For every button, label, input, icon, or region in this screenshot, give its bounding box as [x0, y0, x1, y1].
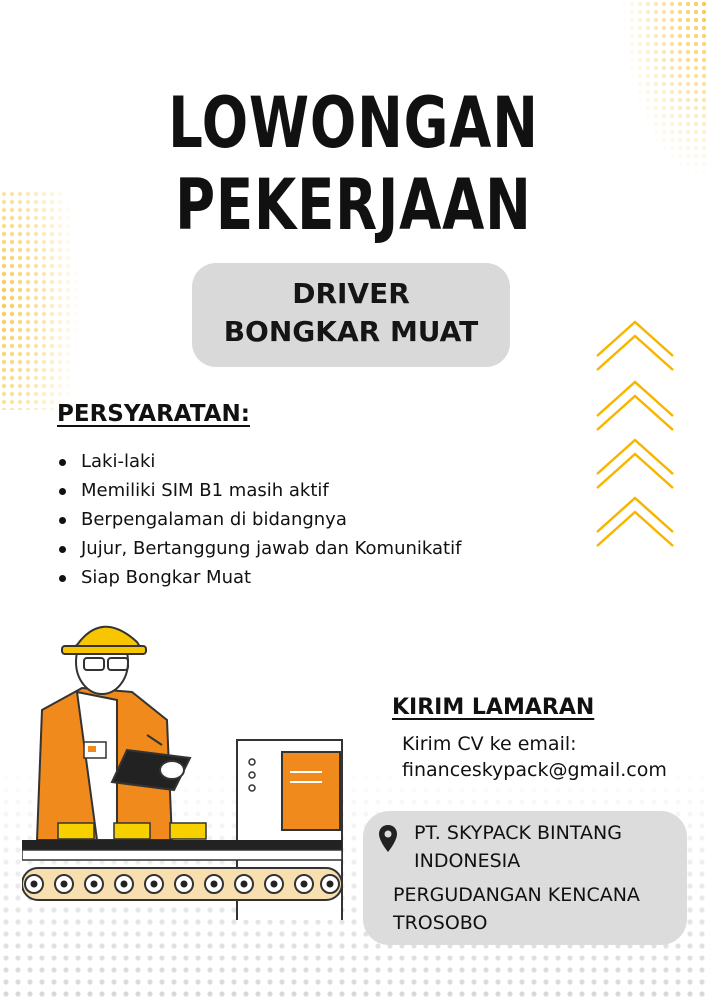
chevron-up-icon: [597, 382, 673, 430]
company-name-line-2: INDONESIA: [414, 850, 521, 872]
requirements-heading: PERSYARATAN:: [57, 401, 250, 427]
position-line-1: DRIVER: [292, 277, 410, 310]
worker-illustration: [22, 600, 352, 920]
list-item: Berpengalaman di bidangnya: [57, 505, 461, 534]
location-pin-icon: [378, 824, 398, 854]
apply-heading: KIRIM LAMARAN: [392, 695, 595, 720]
page-title: [78, 82, 629, 246]
list-item: Siap Bongkar Muat: [57, 563, 461, 592]
position-line-2: BONGKAR MUAT: [223, 315, 479, 348]
list-item: Jujur, Bertanggung jawab dan Komunikatif: [57, 534, 461, 563]
title-line-1: LOWONGAN: [168, 82, 539, 164]
apply-email: financeskypack@gmail.com: [402, 759, 667, 781]
list-item: Memiliki SIM B1 masih aktif: [57, 476, 461, 505]
dot-pattern-left: [0, 190, 80, 410]
company-location-line-1: PERGUDANGAN KENCANA: [393, 884, 640, 906]
apply-instruction: Kirim CV ke email:: [402, 733, 577, 755]
company-name: [414, 819, 622, 875]
list-item: Laki-laki: [57, 447, 461, 476]
chevron-decoration: [595, 318, 680, 553]
company-location-line-2: TROSOBO: [393, 912, 488, 934]
dot-pattern-top-right: [620, 0, 707, 180]
title-line-2: PEKERJAAN: [175, 164, 532, 246]
chevron-up-icon: [597, 440, 673, 488]
company-location: [393, 881, 640, 937]
job-position-box: [192, 263, 510, 367]
chevron-up-icon: [597, 322, 673, 370]
company-name-line-1: PT. SKYPACK BINTANG: [414, 822, 622, 844]
chevron-up-icon: [597, 498, 673, 546]
requirements-list: [57, 447, 461, 592]
